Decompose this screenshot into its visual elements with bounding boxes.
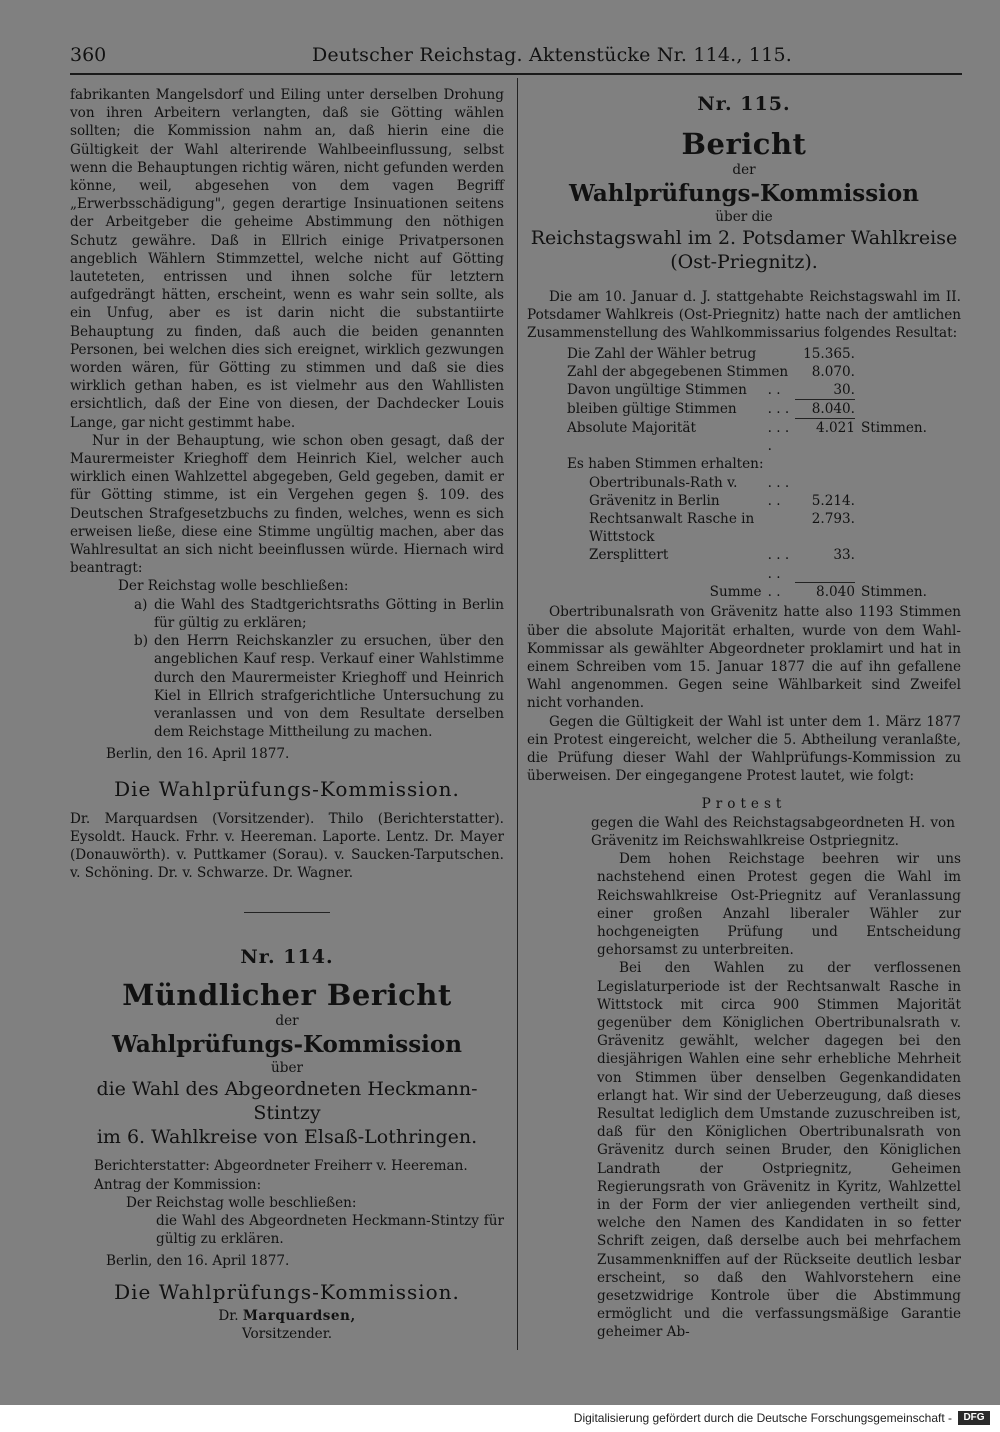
table-row bbox=[567, 363, 927, 381]
document-title: Bericht bbox=[681, 127, 807, 161]
title-connector: über bbox=[271, 1060, 303, 1077]
table-row bbox=[567, 419, 927, 455]
table-cell-label: Rechtsanwalt Rasche in Wittstock bbox=[589, 510, 755, 546]
protest-quote bbox=[527, 850, 961, 1341]
election-result-table bbox=[567, 345, 927, 602]
resolution-text: die Wahl des Stadtgerichtsraths Götting in Berlin für gültig zu erklären; bbox=[154, 596, 504, 631]
table-cell-label: Zersplittert bbox=[589, 547, 669, 564]
document-topic: die Wahl des Abgeordneten Heckmann-Stintzy bbox=[96, 1078, 478, 1125]
resolution-heading: Der Reichstag wolle beschließen: bbox=[118, 578, 349, 595]
header-rule bbox=[70, 73, 962, 75]
document-topic: im 6. Wahlkreise von Elsaß-Lothringen. bbox=[96, 1126, 478, 1149]
table-cell-label: Es haben Stimmen erhalten: bbox=[567, 456, 764, 473]
table-row bbox=[567, 400, 927, 419]
running-header: Deutscher Reichstag. Aktenstücke Nr. 114., 115. bbox=[312, 44, 793, 66]
resolution-heading: Der Reichstag wolle beschließen: bbox=[126, 1194, 357, 1211]
quote-paragraph: Dem hohen Reichstage beehren wir uns nachstehend einen Protest gegen die Wahl im Reichswahlkreise Ost-Priegnitz auf Veranlassung einer großen Anzahl liberaler Wähler zur hochgeneigten Prüfung und Entscheidung gehorsamst zu unterbreiten. bbox=[597, 851, 961, 959]
signature-name: Marquardsen, bbox=[242, 1307, 356, 1324]
title-connector: der bbox=[275, 1013, 299, 1030]
commission-heading: Die Wahlprüfungs-Kommission. bbox=[114, 776, 460, 801]
date-line: Berlin, den 16. April 1877. bbox=[106, 746, 290, 763]
table-cell-label: Davon ungültige Stimmen bbox=[567, 382, 747, 399]
table-row bbox=[567, 345, 927, 363]
commission-members: Dr. Marquardsen (Vorsitzender). Thilo (Berichterstatter). Eysoldt. Hauck. Frhr. v. Heereman. Laporte. Lentz. Dr. Mayer (Donauwörth). v. Puttkamer (Sorau). v. Saucken-Tarputschen. v. Schöning. Dr. v. Schwarze. Dr. Wagner. bbox=[70, 810, 504, 882]
table-cell-value: 8.040. bbox=[795, 400, 855, 419]
resolution-text: die Wahl des Abgeordneten Heckmann-Stintzy für gültig zu erklären. bbox=[156, 1212, 504, 1248]
table-row bbox=[567, 510, 927, 546]
commission-heading: Die Wahlprüfungs-Kommission. bbox=[114, 1279, 460, 1304]
section-separator bbox=[244, 912, 330, 913]
table-row bbox=[567, 546, 927, 582]
table-cell-value: 5.214. bbox=[811, 492, 855, 509]
paragraph-result-intro: Die am 10. Januar d. J. stattgehabte Reichstagswahl im II. Potsdamer Wahlkreis (Ost-Priegnitz) hatte nach der amtlichen Zusammenstellung des Wahlkommissarius folgendes Resultat: bbox=[527, 289, 961, 342]
document-number-114: Nr. 114. bbox=[240, 946, 334, 969]
document-subtitle: Wahlprüfungs-Kommission bbox=[112, 1031, 462, 1059]
document-number-115: Nr. 115. bbox=[697, 93, 791, 115]
document-topic: (Ost-Priegnitz). bbox=[670, 251, 818, 273]
page-number: 360 bbox=[70, 44, 107, 66]
quote-paragraph: Bei den Wahlen zu der verflossenen Legislaturperiode ist der Rechtsanwalt Rasche in Wittstock mit circa 900 Stimmen Majorität gegenüber dem Königlichen Obertribunalsrath v. Grävenitz gewählt, welcher dagegen bei den diesjährigen Wahlen eine sehr erhebliche Mehrheit von Stimmen über denselben Gegenkandidaten erlangt hat. Wir sind der Ueberzeugung, daß dieses Resultat lediglich dem Umstande zuzuschreiben ist, daß für den Königlichen Obertribunalsrath von Grävenitz durch seinen Bruder, den Königlichen Landrath der Ostpriegnitz, Geheimen Regierungsrath von Grävenitz in Kyritz, Wahlzettel in der Form der vier anliegenden vertheilt sind, welche den Namen des Kandidaten in so fetter Schrift zeigen, daß derselbe auch bei mehrfachem Zusammenkniffen auf der Rückseite deutlich lesbar erscheint, so daß den Wahlvorstehern eine gesetzwidrige Kontrole über die Abstimmung ermöglicht und die verfassungsmäßige Garantie geheimer Ab- bbox=[597, 960, 961, 1341]
paragraph-majority: Obertribunalsrath von Grävenitz hatte also 1193 Stimmen über die absolute Majorität erhalten, wurde von dem Wahl-Kommissar als gewählter Abgeordneter proklamirt und hat in einem Schreiben vom 15. Januar 1877 die auf ihn gefallene Wahl angenommen. Gegen seine Wählbarkeit sind Zweifel nicht vorhanden. bbox=[527, 604, 961, 712]
title-connector: der bbox=[732, 162, 756, 178]
table-cell-value: 15.365. bbox=[803, 345, 855, 362]
table-row bbox=[567, 583, 927, 602]
table-cell-value: 33. bbox=[795, 546, 855, 582]
date-line: Berlin, den 16. April 1877. bbox=[106, 1253, 290, 1270]
table-cell-value: 8.040 bbox=[816, 584, 855, 601]
title-connector: über die bbox=[715, 209, 773, 225]
table-cell-label: Zahl der abgegebenen Stimmen bbox=[567, 363, 789, 380]
paragraph-krieghoff: Nur in der Behauptung, wie schon oben gesagt, daß der Maurermeister Krieghoff dem Heinrich Kiel, welcher auch wirklich einen Wahlzettel abgegeben, Geld gegeben, damit er für Götting stimme, ist ein Vergehen gegen §. 109. des Deutschen Strafgesetzbuchs zu finden, welches, wenn es sich erweisen ließe, diese eine Stimme ungültig machen, aber das Wahlresultat an sich nicht beeinflussen würde. Hiernach wird beantragt: bbox=[70, 432, 504, 577]
resolution-item-a bbox=[70, 596, 504, 632]
table-row bbox=[567, 474, 927, 510]
table-cell-label: bleiben gültige Stimmen bbox=[567, 400, 737, 417]
protest-title: Protest bbox=[701, 796, 787, 813]
resolution-text: den Herrn Reichskanzler zu ersuchen, über den angeblichen Kauf resp. Verkauf einer Wahlstimme durch den Maurermeister Krieghoff und Heinrich Kiel in Ellrich strafgerichtliche Untersuchung zu veranlassen und von dem Resultate derselben dem Reichstage Mittheilung zu machen. bbox=[154, 633, 504, 741]
signature-prefix: Dr. bbox=[218, 1307, 239, 1324]
table-row bbox=[567, 455, 927, 473]
document-topic: Reichstagswahl im 2. Potsdamer Wahlkreise bbox=[530, 227, 958, 249]
signature-role: Vorsitzender. bbox=[241, 1325, 333, 1342]
funding-credit: Digitalisierung gefördert durch die Deutsche Forschungsgemeinschaft - bbox=[573, 1411, 952, 1425]
table-cell-value: 8.070. bbox=[811, 363, 855, 380]
table-cell-dots: . . bbox=[767, 382, 781, 399]
signature-line bbox=[70, 1307, 504, 1325]
dfg-logo: DFG bbox=[958, 1411, 990, 1425]
motion-line: Antrag der Kommission: bbox=[94, 1176, 262, 1193]
table-cell-label: Die Zahl der Wähler betrug bbox=[567, 345, 757, 362]
table-cell-value: 30. bbox=[795, 381, 855, 400]
table-cell-value: 2.793. bbox=[811, 510, 855, 527]
table-cell-dots: . . . . bbox=[767, 419, 790, 455]
column-divider bbox=[517, 78, 518, 1350]
paragraph-protest-intro: Gegen die Gültigkeit der Wahl ist unter dem 1. März 1877 ein Protest eingereicht, welcher die 5. Abtheilung veranlaßte, die Prüfung dieser Wahl der Wahlprüfungs-Kommission zu überweisen. Der eingegangene Protest lautet, wie folgt: bbox=[527, 713, 961, 785]
table-cell-dots: . . . . . bbox=[767, 474, 790, 509]
table-cell-label: Summe bbox=[709, 583, 762, 600]
table-cell-value: 4.021 bbox=[816, 420, 855, 437]
resolution-letter: b) bbox=[134, 633, 149, 650]
document-title: Mündlicher Bericht bbox=[122, 978, 452, 1013]
left-column bbox=[70, 86, 504, 1343]
table-cell-label: Obertribunals-Rath v. Grävenitz in Berlin bbox=[589, 474, 738, 509]
paragraph-continuation: fabrikanten Mangelsdorf und Eiling unter derselben Drohung von ihren Arbeitern verlangten, daß sie Götting wählen sollten; die Kommission nahm an, daß hierin eine die Gültigkeit der Wahl alterirende Wahlbeeinflussung, selbst wenn die Behauptungen richtig wären, nicht gefunden werden könne, weil, abgesehen von dem vagen Begriff „Erwerbsschädigung", gegen derartige Insinuationen seitens der Arbeitgeber die geheime Abstimmung den nöthigen Schutz gewähre. Daß in Ellrich einige Privatpersonen angeblich Wählern Stimmzettel, welche nicht auf Götting lauteteten, entrissen und ihnen solche für letztern aufgedrängt hätten, erscheint, wenn es wahr sein sollte, als ein Unfug, aber es ist darin nicht die substantiirte Behauptung zu finden, daß auch die beiden genannten Personen, bei welchen dies sich ereignet, wirklich gezwungen worden wären, für Götting zu stimmen und daß sie dies wirklich gethan haben, es ist vielmehr aus den Wahllisten ersichtlich, daß der Eine von diesen, der Dachdecker Louis Lange, gar nicht gestimmt habe. bbox=[70, 87, 504, 431]
footer-bar bbox=[0, 1405, 1000, 1432]
resolution-item-b bbox=[70, 632, 504, 741]
right-column bbox=[527, 86, 961, 1342]
document-subtitle: Wahlprüfungs-Kommission bbox=[569, 180, 919, 207]
table-cell-dots: . . . bbox=[767, 400, 790, 417]
table-cell-unit: Stimmen. bbox=[860, 583, 927, 600]
table-cell-dots: . . bbox=[767, 583, 781, 600]
table-cell-unit: Stimmen. bbox=[860, 419, 927, 436]
table-cell-label: Absolute Majorität bbox=[567, 419, 696, 436]
table-cell-dots: . . . . . bbox=[767, 547, 790, 582]
resolution-letter: a) bbox=[134, 596, 148, 613]
reporter-line: Berichterstatter: Abgeordneter Freiherr v. Heereman. bbox=[94, 1158, 468, 1175]
protest-subtitle: gegen die Wahl des Reichstagsabgeordneten H. von Grävenitz im Reichswahlkreise Ostpriegnitz. bbox=[591, 814, 955, 849]
table-row bbox=[567, 381, 927, 400]
